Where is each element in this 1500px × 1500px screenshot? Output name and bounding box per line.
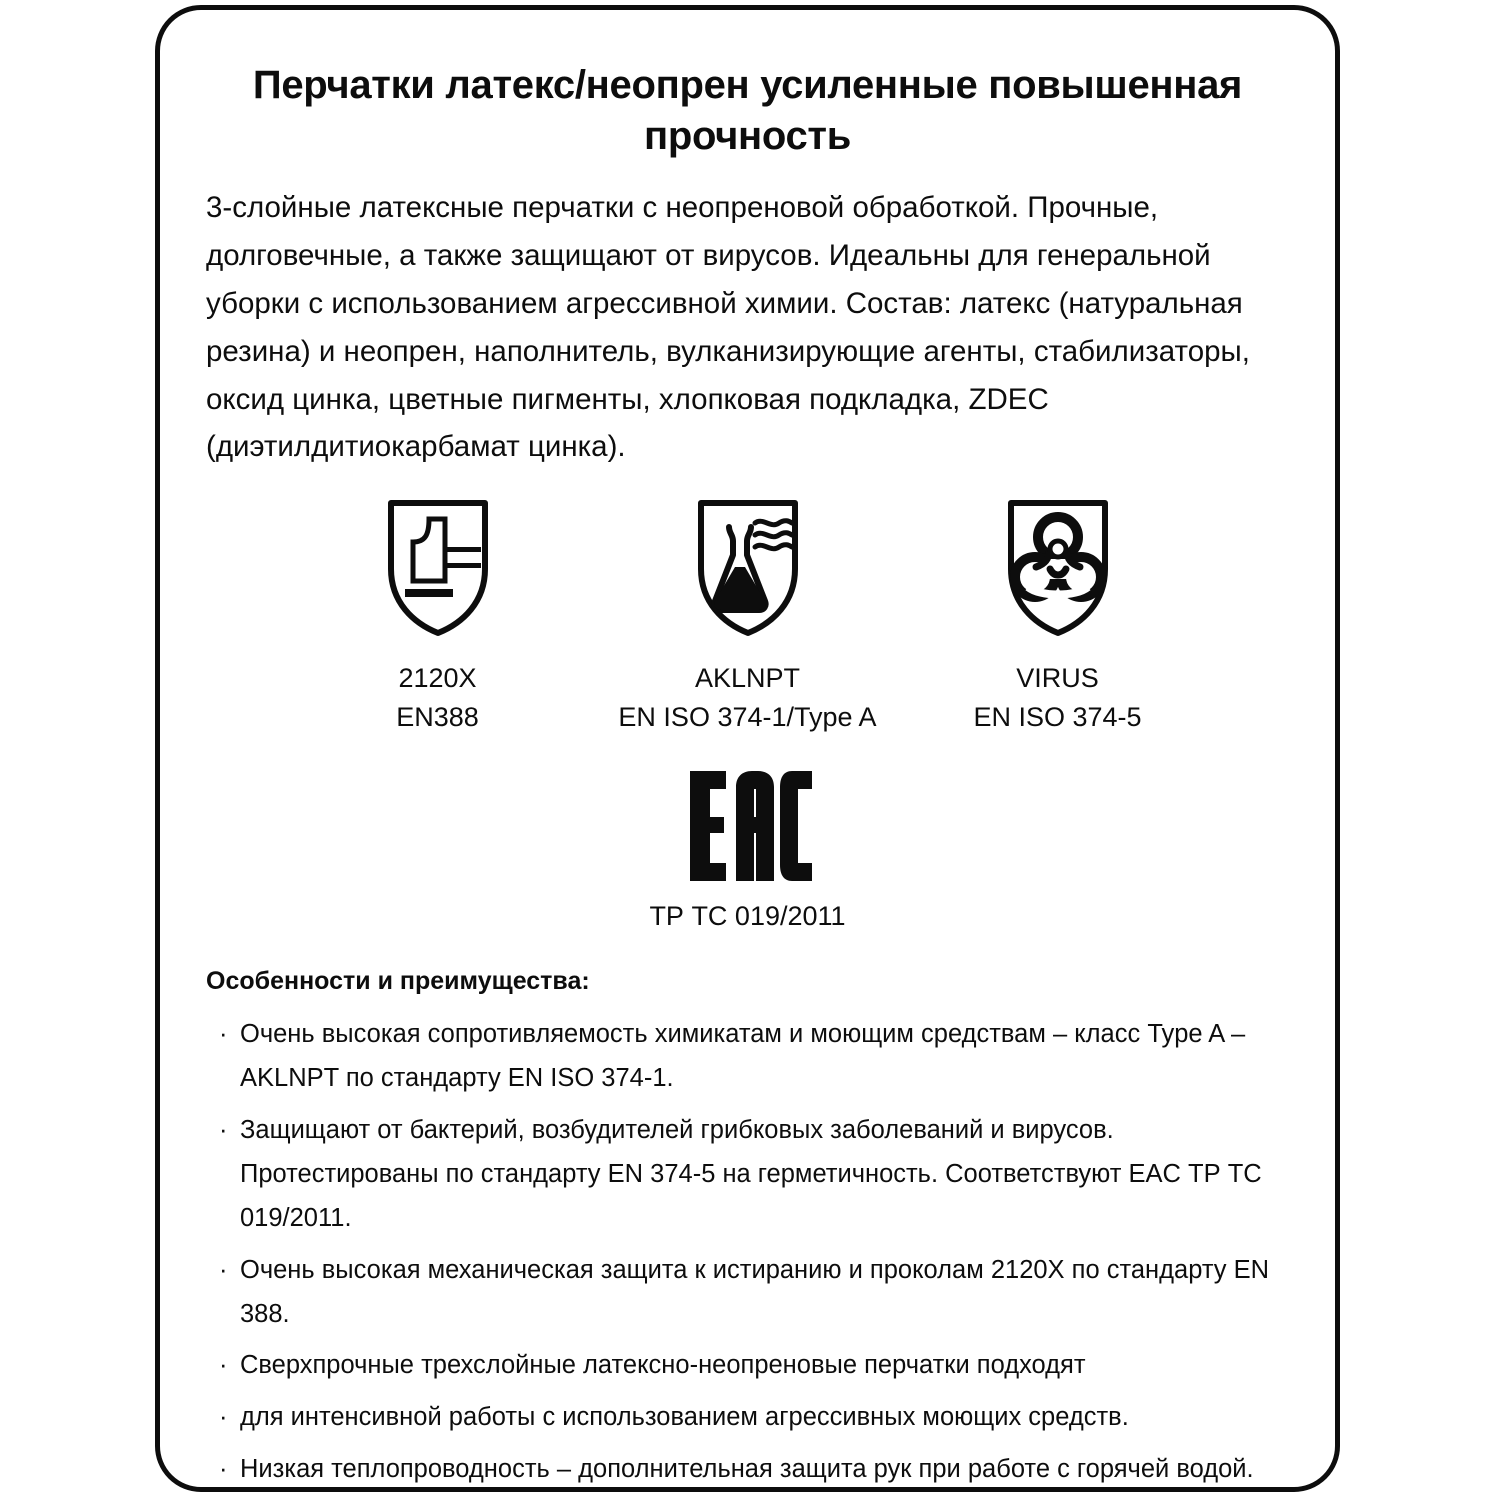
bullet-glyph: · bbox=[219, 1020, 228, 1049]
feature-item bbox=[206, 1013, 1287, 1101]
pictogram-row bbox=[198, 497, 1297, 737]
page-title: Перчатки латекс/неопрен усиленные повышенная прочность bbox=[252, 63, 1243, 159]
bullet-glyph: · bbox=[219, 1116, 228, 1145]
pictogram-caption bbox=[396, 659, 479, 737]
pictogram-standard: EN ISO 374-5 bbox=[973, 702, 1142, 733]
certification-block bbox=[198, 767, 1297, 934]
feature-item bbox=[206, 1109, 1287, 1241]
pictogram-standard: EN ISO 374-1/Type A bbox=[618, 702, 877, 733]
features-list bbox=[206, 1013, 1287, 1492]
certification-caption: ТР ТС 019/2011 bbox=[649, 901, 846, 932]
card-content bbox=[160, 10, 1335, 1487]
pictogram-biohazard bbox=[903, 497, 1213, 737]
bullet-glyph: · bbox=[219, 1255, 228, 1284]
pictogram-caption bbox=[618, 659, 876, 737]
product-description: 3-слойные латексные перчатки с неопреновой обработкой. Прочные, долговечные, а также защищают от вирусов. Идеальны для генеральной уборки с использованием агрессивной химии. Состав: латекс (натуральная резина) и неопрен, наполнитель, вулканизирующие агенты, стабилизаторы, оксид цинка, цветные пигменты, хлопковая подкладка, ZDEC (диэтилдитиокарбамат цинка). bbox=[206, 191, 1250, 464]
feature-text: для интенсивной работы с использованием агрессивных моющих средств. bbox=[240, 1403, 1129, 1432]
feature-text: Низкая теплопроводность – дополнительная защита рук при работе с горячей водой. bbox=[240, 1455, 1254, 1484]
bullet-glyph: · bbox=[219, 1455, 228, 1484]
pictogram-code: 2120X bbox=[398, 663, 477, 694]
shield-chemical-hazard-icon bbox=[693, 497, 803, 637]
feature-text: Сверхпрочные трехслойные латексно-неопреновые перчатки подходят bbox=[240, 1351, 1086, 1380]
bullet-glyph: · bbox=[219, 1403, 228, 1432]
feature-text: Очень высокая сопротивляемость химикатам и моющим средствам – класс Type A – AKLNPT по стандарту EN ISO 374-1. bbox=[240, 1020, 1246, 1093]
feature-item bbox=[206, 1396, 1287, 1440]
shield-biohazard-icon bbox=[1003, 497, 1113, 637]
pictogram-standard: EN388 bbox=[396, 702, 479, 733]
shield-mechanical-hazard-icon bbox=[383, 497, 493, 637]
feature-item bbox=[206, 1448, 1287, 1492]
pictogram-chemical bbox=[593, 497, 903, 737]
feature-text: Защищают от бактерий, возбудителей грибковых заболеваний и вирусов. Протестированы по стандарту EN 374-5 на герметичность. Соответствуют EAC ТР ТС 019/2011. bbox=[240, 1116, 1262, 1232]
bullet-glyph: · bbox=[219, 1351, 228, 1380]
pictogram-code: VIRUS bbox=[1016, 663, 1099, 694]
pictogram-mechanical bbox=[283, 497, 593, 737]
pictogram-caption bbox=[973, 659, 1141, 737]
pictogram-code: AKLNPT bbox=[694, 663, 801, 694]
features-section bbox=[198, 964, 1297, 1492]
feature-item bbox=[206, 1344, 1287, 1388]
feature-item bbox=[206, 1249, 1287, 1337]
product-info-card bbox=[155, 5, 1340, 1492]
features-heading: Особенности и преимущества: bbox=[206, 967, 590, 996]
eac-conformity-mark-icon bbox=[684, 767, 812, 885]
feature-text: Очень высокая механическая защита к истиранию и проколам 2120X по стандарту EN 388. bbox=[240, 1255, 1270, 1328]
